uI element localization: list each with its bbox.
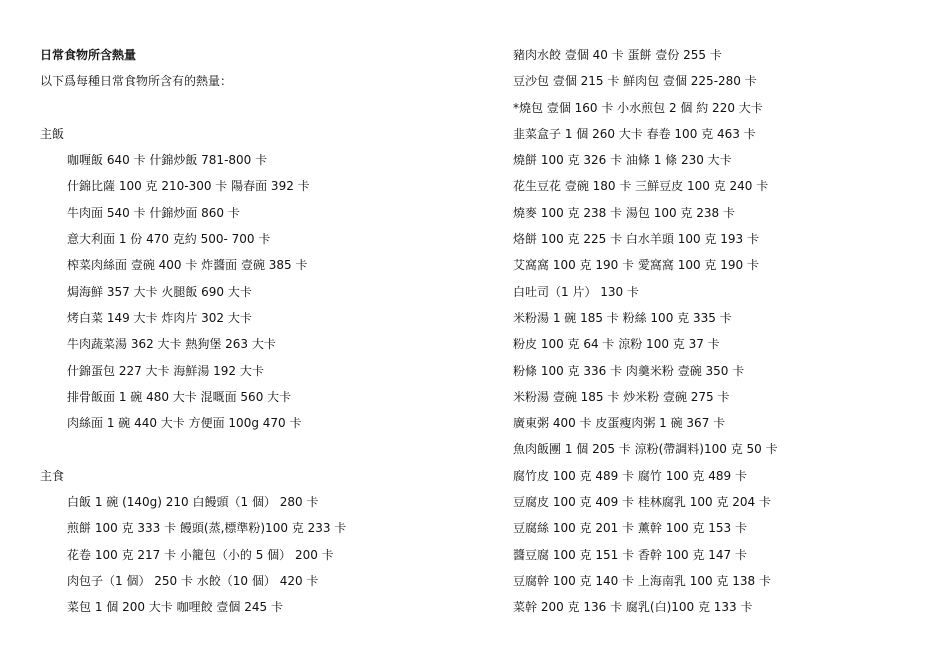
- list-item: 肉絲面 1 碗 440 大卡 方便面 100g 470 卡: [67, 416, 302, 431]
- list-item: 牛肉蔬菜湯 362 大卡 熱狗堡 263 大卡: [67, 337, 276, 352]
- list-item: 排骨飯面 1 碗 480 大卡 混嘅面 560 大卡: [67, 389, 292, 404]
- list-item: 粉皮 100 克 64 卡 涼粉 100 克 37 卡: [513, 337, 720, 352]
- list-item: 豆沙包 壹個 215 卡 鮮肉包 壹個 225-280 卡: [513, 74, 757, 89]
- list-item: 燒餅 100 克 326 卡 油條 1 條 230 大卡: [513, 153, 732, 168]
- list-item: 豆腐幹 100 克 140 卡 上海南乳 100 克 138 卡: [513, 573, 771, 588]
- list-item: 煎餅 100 克 333 卡 饅頭(蒸,標準粉)100 克 233 卡: [67, 521, 347, 536]
- list-item: 醬豆腐 100 克 151 卡 香幹 100 克 147 卡: [513, 547, 747, 562]
- list-item: 意大利面 1 份 470 克約 500- 700 卡: [67, 232, 271, 247]
- list-item: 菜包 1 個 200 大卡 咖哩餃 壹個 245 卡: [67, 600, 283, 615]
- section-heading-staple: 主食: [40, 468, 65, 483]
- intro-text: 以下爲每種日常食物所含有的熱量：: [40, 74, 233, 89]
- list-item: 艾窩窩 100 克 190 卡 愛窩窩 100 克 190 卡: [513, 258, 759, 273]
- list-item: 什錦蛋包 227 大卡 海鮮湯 192 大卡: [67, 363, 264, 378]
- list-item: 白吐司（1 片） 130 卡: [513, 284, 639, 299]
- list-item: 花卷 100 克 217 卡 小籠包（小的 5 個） 200 卡: [67, 547, 334, 562]
- list-item: 榨菜肉絲面 壹碗 400 卡 炸醬面 壹碗 385 卡: [67, 258, 308, 273]
- right-column: [513, 44, 933, 623]
- list-item: 豆腐皮 100 克 409 卡 桂林腐乳 100 克 204 卡: [513, 495, 771, 510]
- list-item: 焗海鮮 357 大卡 火腿飯 690 大卡: [67, 284, 252, 299]
- list-item: 豆腐絲 100 克 201 卡 薰幹 100 克 153 卡: [513, 521, 747, 536]
- list-item: 燒麥 100 克 238 卡 湯包 100 克 238 卡: [513, 205, 735, 220]
- list-item: 豬肉水餃 壹個 40 卡 蛋餅 壹份 255 卡: [513, 48, 722, 62]
- list-item: 烙餅 100 克 225 卡 白水羊頭 100 克 193 卡: [513, 232, 759, 247]
- list-item: 什錦比薩 100 克 210-300 卡 陽春面 392 卡: [67, 179, 310, 194]
- list-item: 魚肉飯團 1 個 205 卡 涼粉(帶調料)100 克 50 卡: [513, 442, 778, 457]
- list-item: 腐竹皮 100 克 489 卡 腐竹 100 克 489 卡: [513, 468, 747, 483]
- list-item: 米粉湯 1 碗 185 卡 粉絲 100 克 335 卡: [513, 310, 732, 325]
- list-item: 廣東粥 400 卡 皮蛋瘦肉粥 1 碗 367 卡: [513, 416, 726, 431]
- list-item: 花生豆花 壹碗 180 卡 三鮮豆皮 100 克 240 卡: [513, 179, 769, 194]
- section-heading-main-dish: 主飯: [40, 126, 65, 141]
- blank-line: [40, 97, 480, 123]
- list-item: 米粉湯 壹碗 185 卡 炒米粉 壹碗 275 卡: [513, 389, 730, 404]
- blank-line: [40, 438, 480, 464]
- list-item: 菜幹 200 克 136 卡 腐乳(白)100 克 133 卡: [513, 600, 753, 615]
- document-title: 日常食物所含熱量: [40, 48, 137, 62]
- list-item: 咖喱飯 640 卡 什錦炒飯 781-800 卡: [67, 153, 268, 168]
- list-item: 白飯 1 碗 (140g) 210 白饅頭（1 個） 280 卡: [67, 495, 319, 510]
- list-item: 韭菜盒子 1 個 260 大卡 春卷 100 克 463 卡: [513, 126, 756, 141]
- list-item: *燒包 壹個 160 卡 小水煎包 2 個 約 220 大卡: [513, 100, 763, 115]
- list-item: 烤白菜 149 大卡 炸肉片 302 大卡: [67, 310, 252, 325]
- list-item: 粉條 100 克 336 卡 肉羹米粉 壹碗 350 卡: [513, 363, 745, 378]
- left-column: [40, 44, 480, 623]
- list-item: 肉包子（1 個） 250 卡 水餃（10 個） 420 卡: [67, 573, 319, 588]
- list-item: 牛肉面 540 卡 什錦炒面 860 卡: [67, 205, 240, 220]
